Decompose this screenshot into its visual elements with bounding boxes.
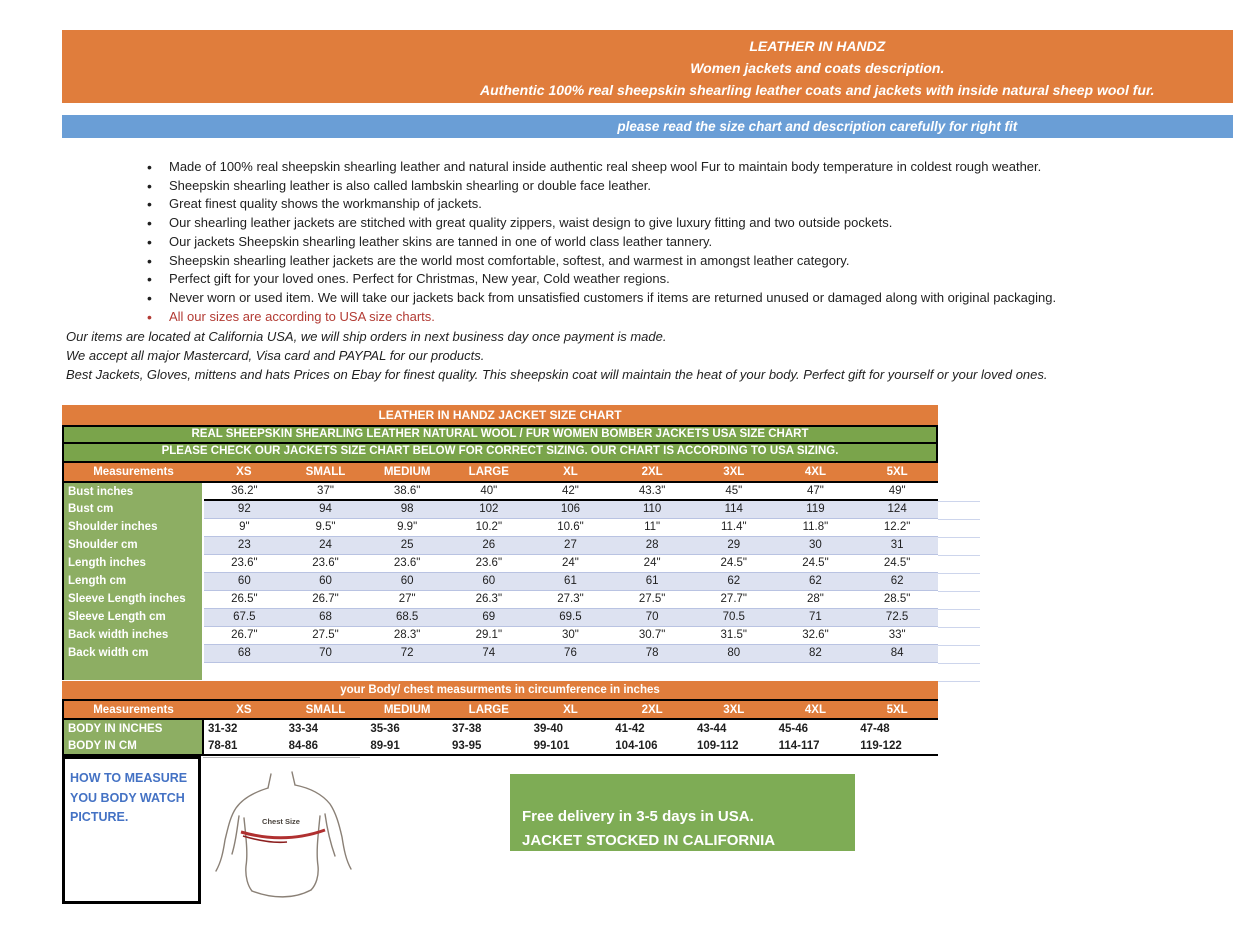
measurement-value: 110 bbox=[611, 500, 693, 518]
measurement-value: 84 bbox=[856, 644, 938, 662]
measurement-value: 49" bbox=[856, 482, 938, 500]
body-chart-banner: your Body/ chest measurments in circumference in inches bbox=[62, 681, 938, 699]
column-header: SMALL bbox=[285, 700, 367, 719]
measurement-value: 31-32 bbox=[208, 722, 238, 735]
column-header: XS bbox=[203, 463, 285, 482]
measurement-value: 61 bbox=[611, 572, 693, 590]
measurement-value: 104-106 bbox=[611, 737, 693, 755]
measurement-value: 69.5 bbox=[530, 608, 612, 626]
measurement-value: 89-91 bbox=[366, 737, 448, 755]
column-header: 3XL bbox=[693, 463, 775, 482]
row-label: BODY IN INCHES bbox=[63, 719, 203, 737]
measurement-value: 60 bbox=[366, 572, 448, 590]
info-line: Best Jackets, Gloves, mittens and hats Prices on Ebay for finest quality. This sheepskin coat will maintain the heat of your body. Perfect gift for yourself or your loved ones. bbox=[66, 367, 1048, 383]
measurement-value: 28" bbox=[775, 590, 857, 608]
measurement-value: 62 bbox=[856, 572, 938, 590]
info-line: We accept all major Mastercard, Visa card and PAYPAL for our products. bbox=[66, 348, 485, 364]
measurement-value: 24" bbox=[530, 554, 612, 572]
table-row bbox=[63, 590, 938, 608]
table-row bbox=[63, 626, 938, 644]
measurement-value: 37" bbox=[285, 482, 367, 500]
info-paragraphs bbox=[66, 327, 1206, 385]
table-row bbox=[63, 644, 938, 662]
column-header: 2XL bbox=[611, 463, 693, 482]
measurement-value: 62 bbox=[775, 572, 857, 590]
measurement-value: 23 bbox=[203, 536, 285, 554]
size-chart-subtitle2: PLEASE CHECK OUR JACKETS SIZE CHART BELOW FOR CORRECT SIZING. OUR CHART IS ACCORDING TO USA SIZING. bbox=[62, 444, 938, 463]
measurement-value: 23.6" bbox=[366, 554, 448, 572]
column-header: Measurements bbox=[63, 463, 203, 482]
measurement-value: 10.6" bbox=[530, 518, 612, 536]
measurement-value: 84-86 bbox=[285, 737, 367, 755]
column-header: MEDIUM bbox=[366, 700, 448, 719]
measurement-value: 70.5 bbox=[693, 608, 775, 626]
measurement-value: 60 bbox=[203, 572, 285, 590]
measurement-value: 35-36 bbox=[370, 722, 400, 735]
measurement-value: 27.3" bbox=[530, 590, 612, 608]
measurement-value: 47" bbox=[775, 482, 857, 500]
measurement-value: 9.9" bbox=[366, 518, 448, 536]
measurement-value: 31.5" bbox=[693, 626, 775, 644]
measurement-value: 119-122 bbox=[856, 737, 938, 755]
measurement-value: 72 bbox=[366, 644, 448, 662]
measurement-value: 45" bbox=[693, 482, 775, 500]
measurement-value: 82 bbox=[775, 644, 857, 662]
measurement-value: 28.3" bbox=[366, 626, 448, 644]
delivery-banner bbox=[510, 774, 855, 851]
header-subtitle: Women jackets and coats description. bbox=[690, 60, 945, 76]
measurement-value: 68 bbox=[285, 608, 367, 626]
column-header: 5XL bbox=[856, 463, 938, 482]
measurement-value: 30" bbox=[530, 626, 612, 644]
row-label: Sleeve Length inches bbox=[63, 590, 203, 608]
measurement-value: 24" bbox=[611, 554, 693, 572]
measurement-value: 72.5 bbox=[856, 608, 938, 626]
measurement-value: 47-48 bbox=[860, 722, 890, 735]
measurement-value: 78-81 bbox=[203, 737, 285, 755]
measurement-value: 27.5" bbox=[611, 590, 693, 608]
size-chart-title: LEATHER IN HANDZ JACKET SIZE CHART bbox=[62, 405, 938, 425]
row-guide-lines bbox=[938, 501, 980, 683]
measurement-value: 39-40 bbox=[533, 722, 564, 735]
measurement-value: 45-46 bbox=[778, 722, 809, 735]
measurement-value: 9.5" bbox=[285, 518, 367, 536]
measurement-value: 33-34 bbox=[288, 722, 319, 735]
measurement-value: 24.5" bbox=[775, 554, 857, 572]
feature-item: • Never worn or used item. We will take our jackets back from unsatisfied customers if items are returned unused or damaged along with original packaging. bbox=[145, 289, 1205, 308]
measurement-value: 31 bbox=[856, 536, 938, 554]
info-line: Our items are located at California USA, we will ship orders in next business day once payment is made. bbox=[66, 329, 667, 344]
row-label: Bust inches bbox=[63, 482, 203, 500]
row-label: BODY IN CM bbox=[63, 737, 203, 755]
measurement-value: 43-44 bbox=[696, 722, 727, 735]
notice-text: please read the size chart and description carefully for right fit bbox=[617, 119, 1018, 134]
measurement-value: 28 bbox=[611, 536, 693, 554]
measurement-value: 26.7" bbox=[285, 590, 367, 608]
measurement-value: 62 bbox=[693, 572, 775, 590]
measurement-value: 74 bbox=[448, 644, 530, 662]
table-row bbox=[63, 518, 938, 536]
measurement-value: 40" bbox=[448, 482, 530, 500]
measurement-value: 23.6" bbox=[285, 554, 367, 572]
header-banner bbox=[62, 30, 1233, 103]
column-header: 4XL bbox=[775, 463, 857, 482]
measurement-value: 29 bbox=[693, 536, 775, 554]
measurement-value: 78 bbox=[611, 644, 693, 662]
brand-title: LEATHER IN HANDZ bbox=[749, 38, 886, 54]
header-text-block bbox=[402, 35, 1233, 101]
table-row bbox=[63, 554, 938, 572]
feature-item: • Great finest quality shows the workmanship of jackets. bbox=[145, 195, 1205, 214]
table-row bbox=[63, 608, 938, 626]
row-label: Back width inches bbox=[63, 626, 203, 644]
measurement-value: 26.3" bbox=[448, 590, 530, 608]
column-header: LARGE bbox=[448, 700, 530, 719]
measurement-value: 76 bbox=[530, 644, 612, 662]
measurement-value: 42" bbox=[530, 482, 612, 500]
notice-banner bbox=[62, 115, 1233, 138]
column-header: 4XL bbox=[775, 700, 857, 719]
feature-list bbox=[145, 158, 1205, 326]
column-header: XL bbox=[530, 700, 612, 719]
measurement-value: 24.5" bbox=[693, 554, 775, 572]
delivery-line1: Free delivery in 3-5 days in USA. bbox=[522, 808, 754, 825]
measurement-value: 25 bbox=[366, 536, 448, 554]
measurement-value: 37-38 bbox=[451, 722, 482, 735]
measurement-value: 11.8" bbox=[775, 518, 857, 536]
measurement-value: 11" bbox=[611, 518, 693, 536]
row-label: Back width cm bbox=[63, 644, 203, 662]
measurement-value: 70 bbox=[285, 644, 367, 662]
measurement-value: 27" bbox=[366, 590, 448, 608]
measurement-value: 94 bbox=[285, 500, 367, 518]
feature-item: • Our jackets Sheepskin shearling leather skins are tanned in one of world class leather tannery. bbox=[145, 233, 1205, 252]
measurement-value: 24 bbox=[285, 536, 367, 554]
diagram-chest-label: Chest Size bbox=[262, 817, 300, 826]
measurement-value: 30.7" bbox=[611, 626, 693, 644]
size-chart-table bbox=[62, 463, 938, 680]
measurement-value: 27 bbox=[530, 536, 612, 554]
measurement-value: 69 bbox=[448, 608, 530, 626]
table-row bbox=[63, 572, 938, 590]
measurement-value: 11.4" bbox=[693, 518, 775, 536]
feature-item: • Sheepskin shearling leather is also called lambskin shearling or double face leather. bbox=[145, 177, 1205, 196]
measurement-value: 27.5" bbox=[285, 626, 367, 644]
column-header: MEDIUM bbox=[366, 463, 448, 482]
body-chart-table bbox=[62, 699, 938, 756]
column-header: XS bbox=[203, 700, 285, 719]
measurement-value: 27.7" bbox=[693, 590, 775, 608]
row-label: Shoulder cm bbox=[63, 536, 203, 554]
measurement-value: 60 bbox=[448, 572, 530, 590]
measurement-value: 30 bbox=[775, 536, 857, 554]
feature-item: • Our shearling leather jackets are stitched with great quality zippers, waist design to give luxury fitting and two outside pockets. bbox=[145, 214, 1205, 233]
row-label: Sleeve Length cm bbox=[63, 608, 203, 626]
table-row bbox=[63, 536, 938, 554]
row-label: Bust cm bbox=[63, 500, 203, 518]
measurement-value: 33" bbox=[856, 626, 938, 644]
delivery-line2: JACKET STOCKED IN CALIFORNIA bbox=[522, 831, 776, 849]
row-label bbox=[63, 662, 203, 680]
measurement-value: 29.1" bbox=[448, 626, 530, 644]
measure-note-text: HOW TO MEASURE YOU BODY WATCH PICTURE. bbox=[70, 771, 188, 824]
measurement-value: 26.7" bbox=[203, 626, 285, 644]
column-header: LARGE bbox=[448, 463, 530, 482]
column-header: 5XL bbox=[856, 700, 938, 719]
measurement-value: 109-112 bbox=[693, 737, 775, 755]
measurement-value: 124 bbox=[856, 500, 938, 518]
measurement-value: 114-117 bbox=[775, 737, 857, 755]
table-row bbox=[63, 737, 938, 755]
column-header: 2XL bbox=[611, 700, 693, 719]
measurement-value: 80 bbox=[693, 644, 775, 662]
measurement-value: 23.6" bbox=[448, 554, 530, 572]
feature-item: • Perfect gift for your loved ones. Perfect for Christmas, New year, Cold weather regions. bbox=[145, 270, 1205, 289]
measurement-value: 68.5 bbox=[366, 608, 448, 626]
measurement-value: 32.6" bbox=[775, 626, 857, 644]
empty-cell bbox=[203, 662, 938, 680]
row-label: Length cm bbox=[63, 572, 203, 590]
feature-item: • Made of 100% real sheepskin shearling leather and natural inside authentic real sheep wool Fur to maintain body temperature in coldest rough weather. bbox=[145, 158, 1205, 177]
measurement-value: 106 bbox=[530, 500, 612, 518]
measurement-value: 26 bbox=[448, 536, 530, 554]
measurement-value: 92 bbox=[203, 500, 285, 518]
row-label: Shoulder inches bbox=[63, 518, 203, 536]
measurement-value: 28.5" bbox=[856, 590, 938, 608]
measurement-value: 26.5" bbox=[203, 590, 285, 608]
measurement-value: 38.6" bbox=[366, 482, 448, 500]
measurement-value: 61 bbox=[530, 572, 612, 590]
measurement-value: 99-101 bbox=[530, 737, 612, 755]
measurement-value: 70 bbox=[611, 608, 693, 626]
measurement-value: 67.5 bbox=[203, 608, 285, 626]
measurement-value: 98 bbox=[366, 500, 448, 518]
feature-item: • Sheepskin shearling leather jackets are the world most comfortable, softest, and warmest in amongst leather category. bbox=[145, 252, 1205, 271]
measurement-value: 36.2" bbox=[203, 482, 285, 500]
table-row bbox=[63, 482, 938, 500]
measurement-value: 102 bbox=[448, 500, 530, 518]
table-row bbox=[63, 719, 938, 737]
measurement-value: 41-42 bbox=[615, 722, 645, 735]
torso-sketch-image bbox=[203, 758, 360, 905]
measurement-value: 23.6" bbox=[203, 554, 285, 572]
jacket-size-chart bbox=[62, 405, 938, 680]
size-chart-subtitle1: REAL SHEEPSKIN SHEARLING LEATHER NATURAL WOOL / FUR WOMEN BOMBER JACKETS USA SIZE CHART bbox=[62, 425, 938, 444]
size-note-red: • All our sizes are according to USA size charts. bbox=[145, 308, 1205, 327]
table-row bbox=[63, 500, 938, 518]
empty-row bbox=[63, 662, 938, 680]
measurement-value: 9" bbox=[203, 518, 285, 536]
measurement-value: 68 bbox=[203, 644, 285, 662]
measurement-value: 12.2" bbox=[856, 518, 938, 536]
measurement-value: 10.2" bbox=[448, 518, 530, 536]
row-label: Length inches bbox=[63, 554, 203, 572]
measurement-value: 24.5" bbox=[856, 554, 938, 572]
measurement-value: 93-95 bbox=[448, 737, 530, 755]
body-size-chart bbox=[62, 681, 938, 756]
measurement-value: 114 bbox=[693, 500, 775, 518]
body-diagram bbox=[203, 757, 360, 904]
column-header: Measurements bbox=[63, 700, 203, 719]
measurement-value: 60 bbox=[285, 572, 367, 590]
column-header: 3XL bbox=[693, 700, 775, 719]
column-header: XL bbox=[530, 463, 612, 482]
measurement-value: 43.3" bbox=[611, 482, 693, 500]
measure-note-box bbox=[62, 756, 201, 904]
header-tagline: Authentic 100% real sheepskin shearling leather coats and jackets with inside natural sheep wool fur. bbox=[480, 82, 1155, 98]
column-header: SMALL bbox=[285, 463, 367, 482]
measurement-value: 71 bbox=[775, 608, 857, 626]
measurement-value: 119 bbox=[775, 500, 857, 518]
